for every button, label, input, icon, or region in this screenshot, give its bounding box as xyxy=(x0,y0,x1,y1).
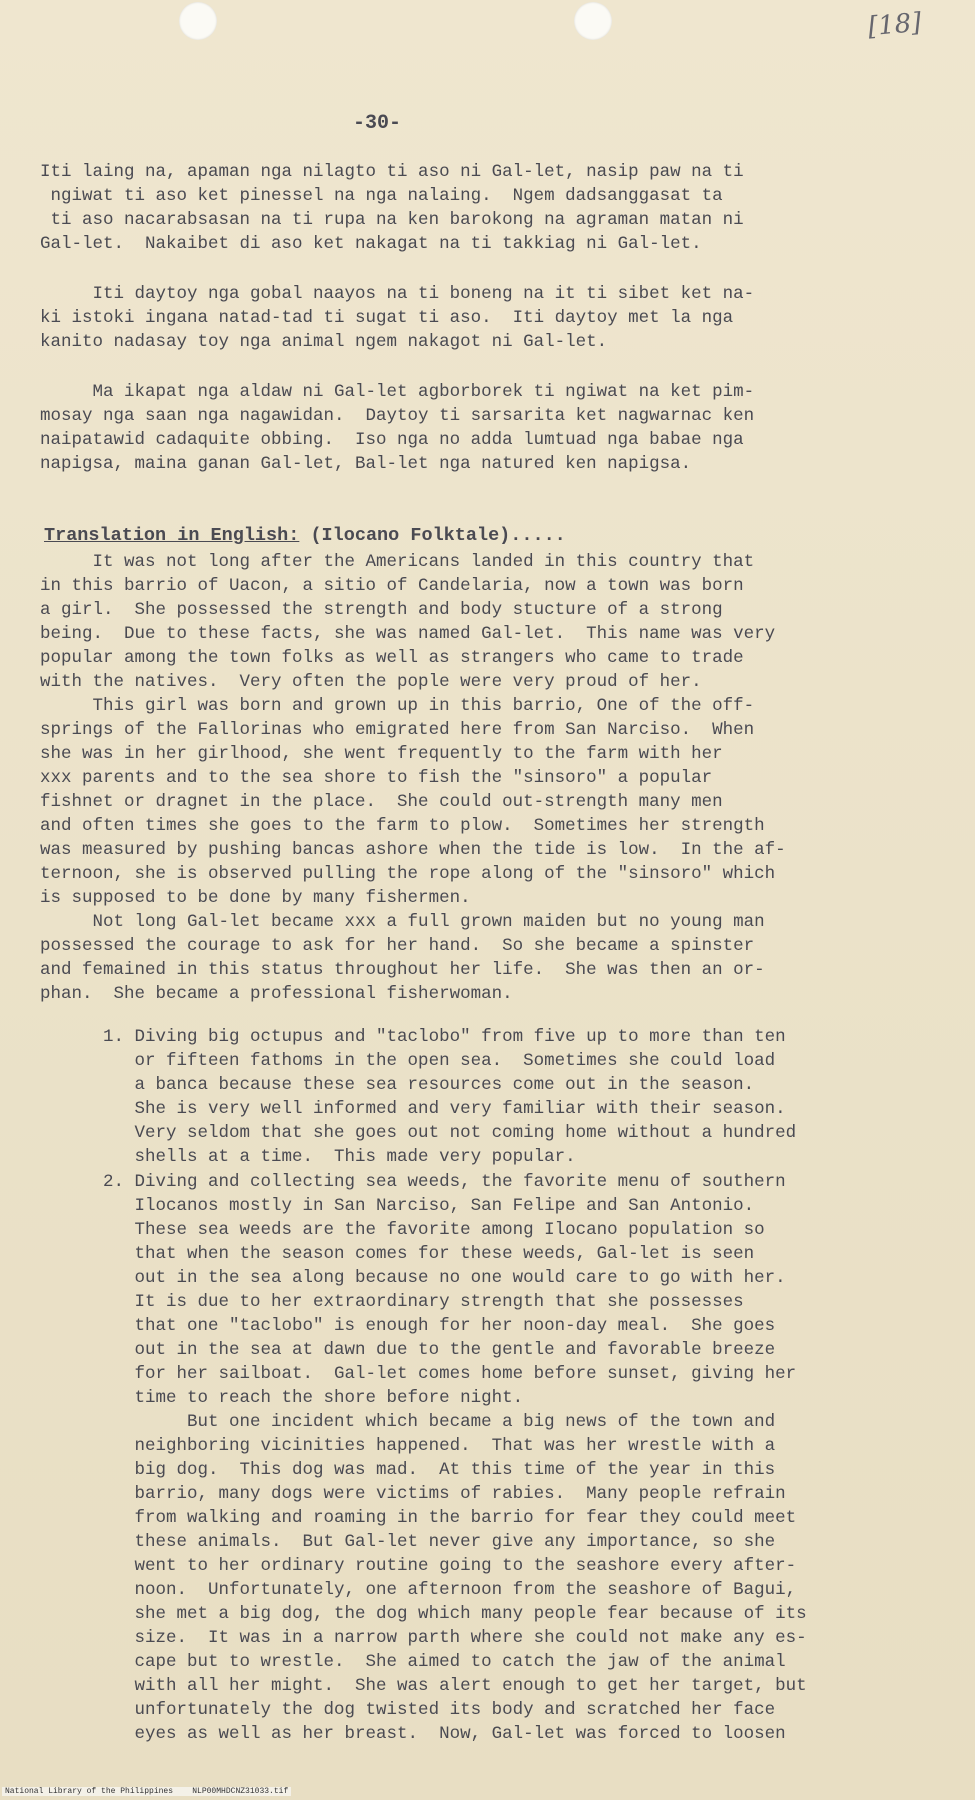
ilocano-paragraph-3: Ma ikapat nga aldaw ni Gal-let agborborek ti ngiwat na ket pim- mosay nga saan nga nagawidan. Daytoy ti sarsarita ket nagwarnac ken naipatawid cadaquite obbing. Iso nga no adda lumtuad nga babae nga napigsa, maina ganan Gal-let, Bal-let nga natured ken napigsa. xyxy=(40,382,755,474)
english-paragraph-1: It was not long after the Americans landed in this country that in this barrio of Uacon, a sitio of Candelaria, now a town was born a girl. She possessed the strength and body stucture of a strong being. Due to these facts, she was named Gal-let. This name was very popular among the town folks as well as strangers who came to trade with the natives. Very often the pople were very proud of her. This girl was born and grown up in this barrio, One of the off- springs of the Fallorinas who emigrated here from San Narciso. When she was in her girlhood, she went frequently to the farm with her xxx parents and to the sea shore to fish the "sinsoro" a popular fishnet or dragnet in the place. She could out-strength many men and often times she goes to the farm to plow. Sometimes her strength was measured by pushing bancas ashore when the tide is low. In the af- ternoon, she is observed pulling the rope along of the "sinsoro" which is supposed to be done by many fishermen. Not long Gal-let became xxx a full grown maiden but no young man possessed the courage to ask for her hand. So she became a spinster and femained in this status throughout her life. She was then an or- phan. She became a professional fisherwoman. xyxy=(40,552,786,1004)
ilocano-paragraph-2: Iti daytoy nga gobal naayos na ti boneng na it ti sibet ket na- ki istoki ingana natad-tad ti sugat ti aso. Iti daytoy met la nga kanito nadasay toy nga animal ngem nakagot ni Gal-let. xyxy=(40,284,755,352)
list-item-2: 2. Diving and collecting sea weeds, the favorite menu of southern Ilocanos mostly in San Narciso, San Felipe and San Antonio. These sea weeds are the favorite among Ilocano population so that when the season comes for these weeds, Gal-let is seen out in the sea along because no one would care to go with her. It is due to her extraordinary strength that she possesses that one "taclobo" is enough for her noon-day meal. She goes out in the sea at dawn due to the gentle and favorable breeze for her sailboat. Gal-let comes home before sunset, giving her time to reach the shore before night. xyxy=(103,1172,797,1408)
english-paragraph-final: But one incident which became a big news of the town and neighboring vicinities happened. That was her wrestle with a big dog. This dog was mad. At this time of the year in this barrio, many dogs were victims of rabies. Many people refrain from walking and roaming in the barrio for fear they could meet these animals. But Gal-let never give any importance, so she went to her ordinary routine going to the seashore every after- noon. Unfortunately, one afternoon from the seashore of Bagui, she met a big dog, the dog which many people fear because of its size. It was in a narrow parth where she could not make any es- cape but to wrestle. She aimed to catch the jaw of the animal with all her might. She was alert enough to get her target, but unfortunately the dog twisted its body and scratched her face eyes as well as her breast. Now, Gal-let was forced to loosen xyxy=(134,1412,807,1744)
page-number: -30- xyxy=(353,112,402,135)
footer-caption: National Library of the Philippines NLP00MHDCNZ31033.tif xyxy=(2,1787,291,1796)
punch-hole-right xyxy=(574,2,612,40)
ilocano-paragraph-1: Iti laing na, apaman nga nilagto ti aso ni Gal-let, nasip paw na ti ngiwat ti aso ket pinessel na nga nalaing. Ngem dadsanggasat ta ti aso nacarabsasan na ti rupa na ken barokong na agraman matan ni Gal-let. Nakaibet di aso ket nakagat na ti takkiag ni Gal-let. xyxy=(40,162,744,254)
archive-number: [18] xyxy=(866,7,923,43)
punch-hole-left xyxy=(179,2,217,40)
translation-heading xyxy=(44,525,566,546)
translation-heading-subtitle: (Ilocano Folktale)..... xyxy=(299,525,566,546)
translation-heading-title: Translation in English: xyxy=(44,525,300,546)
list-item-1: 1. Diving big octupus and "taclobo" from five up to more than ten or fifteen fathoms in the open sea. Sometimes she could load a banca because these sea resources come out in the season. She is very well informed and very familiar with their season. Very seldom that she goes out not coming home without a hundred shells at a time. This made very popular. xyxy=(103,1027,797,1167)
